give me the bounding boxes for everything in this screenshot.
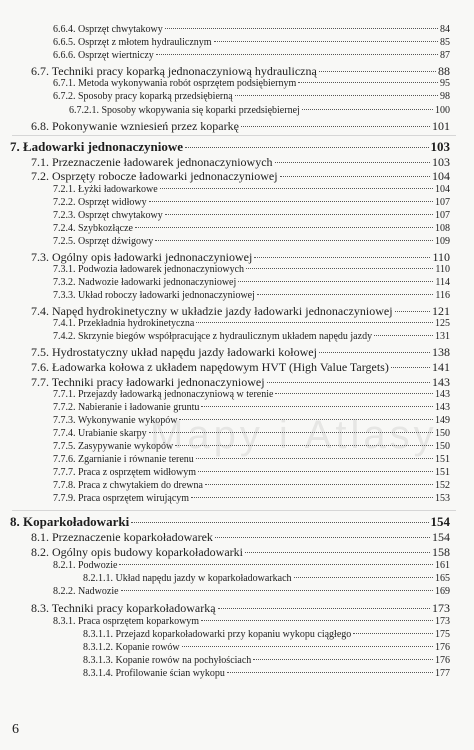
dot-leader bbox=[215, 536, 430, 538]
toc-entry bbox=[31, 155, 450, 170]
toc-entry-title: 7.4.2. Skrzynie biegów współpracujące z hydraulicznym układem napędu jazdy bbox=[53, 331, 373, 342]
toc-entry-page: 173 bbox=[432, 601, 450, 615]
toc-entry bbox=[31, 360, 450, 375]
toc-entry-page: 98 bbox=[440, 91, 450, 102]
dot-leader bbox=[395, 310, 430, 312]
toc-entry-page: 176 bbox=[435, 655, 450, 666]
toc-entry-page: 149 bbox=[435, 415, 450, 426]
dot-leader bbox=[201, 619, 433, 621]
dot-leader bbox=[275, 392, 433, 394]
dot-leader bbox=[201, 405, 433, 407]
toc-entry-page: 158 bbox=[432, 545, 450, 559]
dot-leader bbox=[135, 226, 433, 228]
toc-entry-title: 7.7.1. Przejazdy ładowarką jednonaczyniową w terenie bbox=[53, 389, 274, 400]
toc-entry bbox=[83, 629, 450, 640]
toc-entry-title: 7.3.2. Nadwozie ładowarki jednonaczyniowej bbox=[53, 277, 237, 288]
toc-entry-page: 131 bbox=[435, 331, 450, 342]
toc-entry bbox=[53, 264, 450, 275]
toc-entry bbox=[53, 560, 450, 571]
toc-entry-page: 141 bbox=[432, 360, 450, 374]
toc-entry bbox=[53, 318, 450, 329]
toc-entry bbox=[53, 210, 450, 221]
toc-entry-title: 7.4. Napęd hydrokinetyczny w układzie jazdy ładowarki jednonaczyniowej bbox=[31, 304, 393, 318]
toc-entry-title: 6.7. Techniki pracy koparką jednonaczyniową hydrauliczną bbox=[31, 64, 317, 78]
toc-entry-title: 7.2. Osprzęty robocze ładowarki jednonaczyniowej bbox=[31, 169, 278, 183]
toc-entry bbox=[53, 78, 450, 89]
toc-entry-page: 85 bbox=[440, 37, 450, 48]
toc-entry-title: 8.2.1.1. Układ napędu jazdy w koparkoładowarkach bbox=[83, 573, 292, 584]
toc-entry-title: 7.1. Przeznaczenie ładowarek jednonaczyniowych bbox=[31, 155, 273, 169]
toc-entry-page: 161 bbox=[435, 560, 450, 571]
toc-entry-title: 7.7.3. Wykonywanie wykopów bbox=[53, 415, 178, 426]
toc-entry-page: 110 bbox=[435, 264, 450, 275]
toc-entry bbox=[53, 616, 450, 627]
toc-entry-page: 104 bbox=[432, 169, 450, 183]
toc-entry-page: 101 bbox=[432, 119, 450, 133]
dot-leader bbox=[374, 334, 433, 336]
dot-leader bbox=[280, 175, 430, 177]
toc-entry-page: 110 bbox=[432, 250, 450, 264]
toc-entry bbox=[53, 331, 450, 342]
dot-leader bbox=[121, 589, 433, 591]
toc-entry bbox=[53, 402, 450, 413]
dot-leader bbox=[245, 551, 430, 553]
toc-entry-title: 7.7.9. Praca osprzętem wirującym bbox=[53, 493, 190, 504]
dot-leader bbox=[275, 161, 430, 163]
dot-leader bbox=[198, 470, 433, 472]
toc-entry-title: 6.7.2.1. Sposoby wkopywania się koparki przedsiębiernej bbox=[69, 105, 300, 116]
dot-leader bbox=[319, 70, 436, 72]
toc-entry bbox=[69, 105, 450, 116]
dot-leader bbox=[185, 146, 429, 148]
toc-entry-page: 103 bbox=[430, 139, 450, 154]
toc-entry-title: 7.7.7. Praca z osprzętem widłowym bbox=[53, 467, 197, 478]
toc-entry-title: 8.2.1. Podwozie bbox=[53, 560, 118, 571]
toc-entry bbox=[31, 304, 450, 319]
toc-entry-title: 7.3.3. Układ roboczy ładowarki jednonaczyniowej bbox=[53, 290, 255, 301]
toc-entry-page: 138 bbox=[432, 345, 450, 359]
toc-entry-title: 7.6. Ładowarka kołowa z układem napędowym HVT (High Value Targets) bbox=[31, 360, 389, 374]
toc-entry bbox=[31, 601, 450, 616]
toc-entry-page: 150 bbox=[435, 428, 450, 439]
toc-entry-title: 7.7.5. Zasypywanie wykopów bbox=[53, 441, 174, 452]
toc-entry bbox=[53, 493, 450, 504]
dot-leader bbox=[254, 256, 430, 258]
toc-entry-title: 8. Koparkoładowarki bbox=[10, 514, 130, 529]
dot-leader bbox=[156, 53, 438, 55]
chapter-separator bbox=[12, 510, 456, 511]
toc-entry-title: 8.3.1.2. Kopanie rowów bbox=[83, 642, 180, 653]
dot-leader bbox=[257, 293, 433, 295]
dot-leader bbox=[149, 200, 433, 202]
toc-entry bbox=[53, 467, 450, 478]
toc-entry-page: 125 bbox=[435, 318, 450, 329]
dot-leader bbox=[391, 366, 430, 368]
toc-entry-title: 7.2.4. Szybkozłącze bbox=[53, 223, 133, 234]
dot-leader bbox=[298, 81, 438, 83]
toc-entry-title: 7.7.8. Praca z chwytakiem do drewna bbox=[53, 480, 203, 491]
toc-entry bbox=[53, 50, 450, 61]
toc-entry-page: 109 bbox=[435, 236, 450, 247]
toc-entry-title: 6.7.2. Sposoby pracy koparką przedsiębierną bbox=[53, 91, 233, 102]
toc-entry bbox=[53, 480, 450, 491]
toc-entry-title: 7.5. Hydrostatyczny układ napędu jazdy ładowarki kołowej bbox=[31, 345, 317, 359]
dot-leader bbox=[241, 125, 430, 127]
toc-entry-title: 7.3. Ogólny opis ładowarki jednonaczyniowej bbox=[31, 250, 253, 264]
toc-entry bbox=[83, 655, 450, 666]
page-number: 6 bbox=[12, 722, 19, 737]
toc-entry-title: 7.7.4. Urabianie skarpy bbox=[53, 428, 147, 439]
toc-entry-title: 8.3.1. Praca osprzętem koparkowym bbox=[53, 616, 200, 627]
toc-entry-page: 100 bbox=[435, 105, 450, 116]
watermark: Mapy i Atlasy bbox=[150, 413, 438, 457]
toc-entry-page: 151 bbox=[435, 454, 450, 465]
dot-leader bbox=[302, 108, 433, 110]
toc-entry-page: 153 bbox=[435, 493, 450, 504]
toc-entry-page: 143 bbox=[432, 375, 450, 389]
toc-entry-page: 151 bbox=[435, 467, 450, 478]
toc-entry-page: 87 bbox=[440, 50, 450, 61]
dot-leader bbox=[131, 521, 428, 523]
dot-leader bbox=[235, 94, 438, 96]
toc-entry-page: 165 bbox=[435, 573, 450, 584]
toc-entry-page: 154 bbox=[430, 514, 450, 529]
toc-entry-title: 7.2.2. Osprzęt widłowy bbox=[53, 197, 147, 208]
toc-entry bbox=[31, 250, 450, 265]
toc-entry-page: 107 bbox=[435, 197, 450, 208]
toc-entry-title: 8.2.2. Nadwozie bbox=[53, 586, 119, 597]
chapter-separator bbox=[12, 135, 456, 136]
toc-entry-page: 121 bbox=[432, 304, 450, 318]
dot-leader bbox=[214, 40, 438, 42]
toc-entry-page: 88 bbox=[438, 64, 450, 78]
toc-entry-title: 7.7.2. Nabieranie i ładowanie gruntu bbox=[53, 402, 200, 413]
dot-leader bbox=[196, 321, 433, 323]
toc-entry-page: 154 bbox=[432, 530, 450, 544]
toc-entry-title: 7.2.1. Łyżki ładowarkowe bbox=[53, 184, 158, 195]
toc-entry bbox=[83, 642, 450, 653]
dot-leader bbox=[294, 576, 433, 578]
toc-entry bbox=[31, 345, 450, 360]
toc-entry-page: 95 bbox=[440, 78, 450, 89]
toc-entry bbox=[53, 37, 450, 48]
toc-entry-page: 177 bbox=[435, 668, 450, 679]
toc-entry bbox=[31, 64, 450, 79]
toc-entry bbox=[53, 290, 450, 301]
dot-leader bbox=[238, 280, 433, 282]
toc-entry-title: 8.1. Przeznaczenie koparkoładowarek bbox=[31, 530, 213, 544]
toc-entry-title: 6.6.6. Osprzęt wiertniczy bbox=[53, 50, 154, 61]
dot-leader bbox=[191, 496, 433, 498]
dot-leader bbox=[182, 645, 433, 647]
toc-entry-page: 173 bbox=[435, 616, 450, 627]
toc-entry-title: 8.3. Techniki pracy koparkoładowarką bbox=[31, 601, 216, 615]
toc-entry-title: 8.3.1.3. Kopanie rowów na pochyłościach bbox=[83, 655, 252, 666]
dot-leader bbox=[218, 607, 430, 609]
dot-leader bbox=[160, 187, 433, 189]
toc-entry bbox=[31, 119, 450, 134]
toc-entry bbox=[53, 223, 450, 234]
toc-entry-title: 8.3.1.4. Profilowanie ścian wykopu bbox=[83, 668, 225, 679]
toc-entry bbox=[10, 139, 450, 155]
toc-entry bbox=[53, 91, 450, 102]
toc-entry bbox=[53, 184, 450, 195]
toc-entry-page: 114 bbox=[435, 277, 450, 288]
dot-leader bbox=[119, 563, 433, 565]
toc-entry-page: 107 bbox=[435, 210, 450, 221]
toc-entry-page: 116 bbox=[435, 290, 450, 301]
toc-entry bbox=[10, 514, 450, 530]
toc-entry bbox=[53, 24, 450, 35]
toc-entry-page: 169 bbox=[435, 586, 450, 597]
toc-entry bbox=[31, 545, 450, 560]
dot-leader bbox=[165, 213, 433, 215]
toc-entry-title: 6.6.4. Osprzęt chwytakowy bbox=[53, 24, 163, 35]
toc-entry bbox=[53, 236, 450, 247]
dot-leader bbox=[246, 267, 433, 269]
toc-entry bbox=[53, 389, 450, 400]
toc-entry-title: 7. Ładowarki jednonaczyniowe bbox=[10, 139, 183, 154]
toc-entry-title: 6.8. Pokonywanie wzniesień przez koparkę bbox=[31, 119, 239, 133]
dot-leader bbox=[205, 483, 433, 485]
toc-entry bbox=[83, 573, 450, 584]
toc-entry-title: 7.7.6. Zgarnianie i równanie terenu bbox=[53, 454, 194, 465]
toc-entry-title: 6.6.5. Osprzęt z młotem hydraulicznym bbox=[53, 37, 212, 48]
toc-entry bbox=[83, 668, 450, 679]
dot-leader bbox=[227, 671, 433, 673]
toc-entry-page: 176 bbox=[435, 642, 450, 653]
dot-leader bbox=[353, 632, 433, 634]
toc-entry-page: 143 bbox=[435, 402, 450, 413]
toc-entry-title: 7.2.3. Osprzęt chwytakowy bbox=[53, 210, 163, 221]
toc-entry-page: 104 bbox=[435, 184, 450, 195]
toc-entry-page: 103 bbox=[432, 155, 450, 169]
toc-entry bbox=[31, 169, 450, 184]
toc-entry-page: 150 bbox=[435, 441, 450, 452]
toc-entry-title: 8.2. Ogólny opis budowy koparkoładowarki bbox=[31, 545, 243, 559]
toc-entry-title: 7.4.1. Przekładnia hydrokinetyczna bbox=[53, 318, 195, 329]
toc-entry-title: 6.7.1. Metoda wykonywania robót osprzętem podsiębiernym bbox=[53, 78, 297, 89]
toc-entry-page: 152 bbox=[435, 480, 450, 491]
dot-leader bbox=[155, 239, 433, 241]
toc-entry-title: 7.2.5. Osprzęt dźwigowy bbox=[53, 236, 154, 247]
toc-entry-title: 7.7. Techniki pracy ładowarki jednonaczyniowej bbox=[31, 375, 265, 389]
dot-leader bbox=[165, 27, 438, 29]
toc-entry-page: 84 bbox=[440, 24, 450, 35]
toc-entry bbox=[53, 197, 450, 208]
dot-leader bbox=[253, 658, 433, 660]
toc-entry-title: 7.3.1. Podwozia ładowarek jednonaczyniowych bbox=[53, 264, 245, 275]
toc-entry-title: 8.3.1.1. Przejazd koparkoładowarki przy kopaniu wykopu ciągłego bbox=[83, 629, 352, 640]
toc-entry bbox=[31, 530, 450, 545]
toc-entry bbox=[53, 277, 450, 288]
dot-leader bbox=[319, 351, 430, 353]
toc-entry bbox=[31, 375, 450, 390]
toc-entry-page: 143 bbox=[435, 389, 450, 400]
toc-entry-page: 108 bbox=[435, 223, 450, 234]
dot-leader bbox=[267, 381, 430, 383]
toc-entry-page: 175 bbox=[435, 629, 450, 640]
toc-entry bbox=[53, 586, 450, 597]
